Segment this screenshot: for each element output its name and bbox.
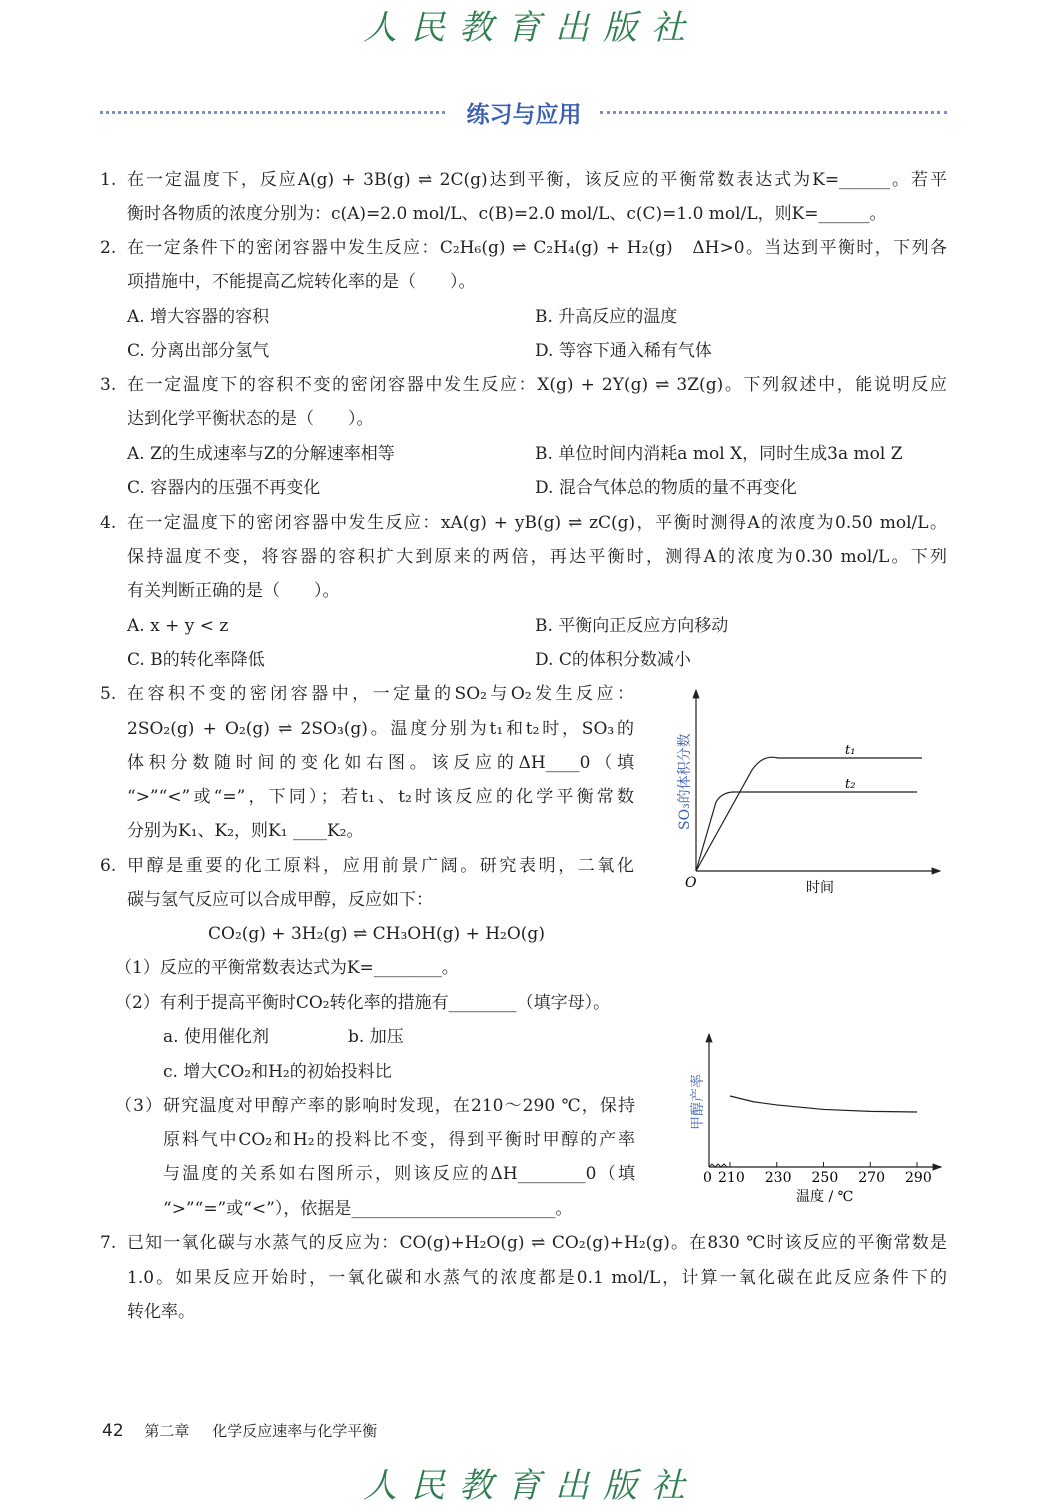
option-b: B. 单位时间内消耗a mol X，同时生成3a mol Z xyxy=(535,444,903,464)
x-axis-label: 时间 xyxy=(806,880,834,896)
q1-line: 衡时各物质的浓度分别为：c(A)=2.0 mol/L、c(B)=2.0 mol/L、c(C)=1.0 mol/L，则K=______。 xyxy=(127,204,887,224)
q7-line: 1.0。如果反应开始时，一氧化碳和水蒸气的浓度都是0.1 mol/L，计算一氧化碳在此反应条件下的 xyxy=(127,1268,947,1288)
page-number: 42 xyxy=(102,1421,124,1441)
q2-line: 在一定条件下的密闭容器中发生反应：C₂H₆(g) ⇌ C₂H₄(g) + H₂(g) ΔH>0。当达到平衡时，下列各 xyxy=(127,238,947,258)
x-tick-label: 290 xyxy=(905,1170,932,1186)
q6-part-3: 与温度的关系如右图所示，则该反应的ΔH________0（填 xyxy=(163,1164,635,1184)
q4-line: 有关判断正确的是（ ）。 xyxy=(127,581,340,601)
option-c: C. B的转化率降低 xyxy=(127,650,265,670)
x-tick-label: 270 xyxy=(858,1170,885,1186)
question-number: 4. xyxy=(100,513,117,533)
option-a: A. 增大容器的容积 xyxy=(127,307,270,327)
divider-right xyxy=(600,111,947,114)
q7-line: 已知一氧化碳与水蒸气的反应为：CO(g)+H₂O(g) ⇌ CO₂(g)+H₂(g)。在830 ℃时该反应的平衡常数是 xyxy=(127,1233,947,1253)
figure-methanol-yield xyxy=(660,1020,960,1210)
q5-line: 2SO₂(g) + O₂(g) ⇌ 2SO₃(g)。温度分别为t₁和t₂时，SO₃的 xyxy=(127,719,634,739)
x-tick-label: 210 xyxy=(718,1170,745,1186)
x-tick-label: 0 xyxy=(703,1170,712,1186)
q3-line: 在一定温度下的容积不变的密闭容器中发生反应：X(g) + 2Y(g) ⇌ 3Z(g)。下列叙述中，能说明反应 xyxy=(127,375,947,395)
label-t2: t₂ xyxy=(845,777,856,792)
label-t1: t₁ xyxy=(845,743,856,758)
q3-line: 达到化学平衡状态的是（ ）。 xyxy=(127,409,374,429)
question-number: 1. xyxy=(100,170,117,190)
x-axis-label: 温度 / ℃ xyxy=(796,1189,854,1205)
question-number: 3. xyxy=(100,375,117,395)
q6-equation: CO₂(g) + 3H₂(g) ⇌ CH₃OH(g) + H₂O(g) xyxy=(208,924,545,944)
origin-label: O xyxy=(685,875,697,891)
curve-t2 xyxy=(696,792,917,871)
option-a: A. x + y < z xyxy=(127,616,229,636)
divider-left xyxy=(100,111,445,114)
q6-line: 碳与氢气反应可以合成甲醇，反应如下： xyxy=(127,890,433,910)
y-axis-label: 甲醇产率 xyxy=(690,1074,706,1130)
q1-line: 在一定温度下，反应A(g) + 3B(g) ⇌ 2C(g)达到平衡，该反应的平衡常数表达式为K=______。若平 xyxy=(127,170,947,190)
publisher-logo-bottom: 人民教育出版社 xyxy=(363,1466,699,1506)
question-number: 5. xyxy=(100,684,117,704)
curve-t1 xyxy=(696,757,922,871)
q6-part-1: （1）反应的平衡常数表达式为K=________。 xyxy=(115,958,459,978)
option-c: C. 分离出部分氢气 xyxy=(127,341,270,361)
publisher-logo: 人民教育出版社 xyxy=(363,8,699,48)
x-tick-label: 250 xyxy=(811,1170,839,1186)
option-c: C. 容器内的压强不再变化 xyxy=(127,478,321,498)
q5-line: “>”“<”或“=”，下同）；若t₁、t₂时该反应的化学平衡常数 xyxy=(127,787,634,807)
q6-part-3: “>”“=”或“<”），依据是________________________。 xyxy=(163,1199,573,1219)
q6-option-a: a. 使用催化剂 xyxy=(163,1027,269,1047)
chapter-title: 化学反应速率与化学平衡 xyxy=(212,1422,378,1440)
option-d: D. 等容下通入稀有气体 xyxy=(535,341,712,361)
option-b: B. 平衡向正反应方向移动 xyxy=(535,616,729,636)
yield-curve xyxy=(730,1096,917,1112)
q2-line: 项措施中，不能提高乙烷转化率的是（ ）。 xyxy=(127,272,476,292)
question-number: 6. xyxy=(100,856,117,876)
q6-part-2: （2）有利于提高平衡时CO₂转化率的措施有________（填字母）。 xyxy=(115,993,611,1013)
q6-part-3: （3）研究温度对甲醇产率的影响时发现，在210～290 ℃，保持 xyxy=(115,1096,635,1116)
section-header xyxy=(100,96,947,128)
q4-line: 在一定温度下的密闭容器中发生反应：xA(g) + yB(g) ⇌ zC(g)，平衡时测得A的浓度为0.50 mol/L。 xyxy=(127,513,947,533)
q5-line: 分别为K₁、K₂，则K₁ ____K₂。 xyxy=(127,821,364,841)
q6-option-c: c. 增大CO₂和H₂的初始投料比 xyxy=(163,1062,392,1082)
y-axis-label: SO₃的体积分数 xyxy=(677,733,693,830)
q6-part-3: 原料气中CO₂和H₂的投料比不变，得到平衡时甲醇的产率 xyxy=(163,1130,635,1150)
figure-so3-volume-fraction xyxy=(660,680,960,910)
question-number: 7. xyxy=(100,1233,117,1253)
q6-line: 甲醇是重要的化工原料，应用前景广阔。研究表明，二氧化 xyxy=(127,856,634,876)
chapter-number: 第二章 xyxy=(144,1422,190,1440)
q7-line: 转化率。 xyxy=(127,1302,195,1322)
x-tick-label: 230 xyxy=(764,1170,792,1186)
option-a: A. Z的生成速率与Z的分解速率相等 xyxy=(127,444,395,464)
q5-line: 体积分数随时间的变化如右图。该反应的ΔH____0（填 xyxy=(127,753,634,773)
q6-option-b: b. 加压 xyxy=(348,1027,404,1047)
page-footer xyxy=(102,1420,377,1441)
option-d: D. 混合气体总的物质的量不再变化 xyxy=(535,478,797,498)
q5-line: 在容积不变的密闭容器中，一定量的SO₂与O₂发生反应： xyxy=(127,684,634,704)
option-b: B. 升高反应的温度 xyxy=(535,307,678,327)
option-d: D. C的体积分数减小 xyxy=(535,650,691,670)
q4-line: 保持温度不变，将容器的容积扩大到原来的两倍，再达平衡时，测得A的浓度为0.30 mol/L。下列 xyxy=(127,547,947,567)
question-number: 2. xyxy=(100,238,117,258)
section-title: 练习与应用 xyxy=(466,102,582,128)
